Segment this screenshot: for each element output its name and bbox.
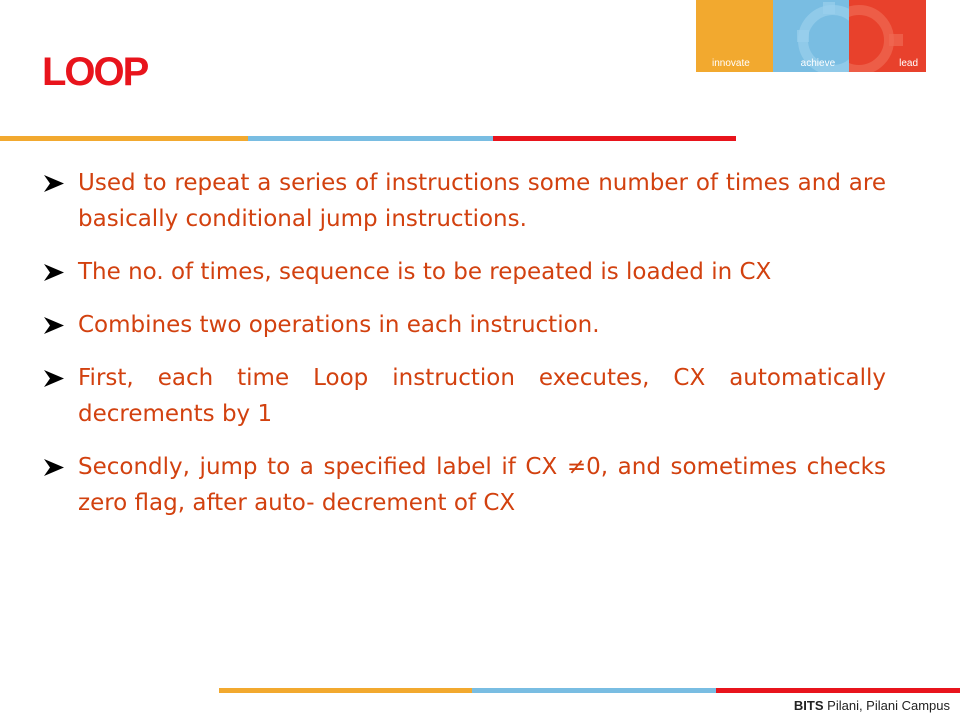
- bullet-text: Used to repeat a series of instructions some number of times and are basically conditional jump instructions.: [78, 170, 886, 232]
- bullet-list: [44, 165, 886, 538]
- slide-title: LOOP: [42, 50, 148, 94]
- footer-divider-orange: [219, 688, 472, 693]
- arrow-bullet-icon: [44, 264, 64, 281]
- footer-campus-label: [794, 698, 950, 713]
- footer-campus: Pilani, Pilani Campus: [823, 698, 950, 713]
- bullet-item: [44, 165, 886, 237]
- arrow-bullet-icon: [44, 175, 64, 192]
- bullet-item: [44, 254, 886, 290]
- footer-divider-blue: [472, 688, 716, 693]
- logo-segment-achieve: [773, 0, 850, 72]
- divider-blue: [248, 136, 493, 141]
- logo-word-achieve: achieve: [800, 58, 836, 69]
- bullet-text: Secondly, jump to a specified label if CX ≠0, and sometimes checks zero flag, after auto- decrement of CX: [78, 454, 886, 516]
- footer-brand: BITS: [793, 698, 824, 713]
- institute-logo: [696, 0, 926, 72]
- bullet-text: The no. of times, sequence is to be repeated is loaded in CX: [78, 259, 772, 285]
- arrow-bullet-icon: [44, 317, 64, 334]
- bullet-text: First, each time Loop instruction executes, CX automatically decrements by 1: [78, 365, 886, 427]
- logo-word-innovate: innovate: [712, 58, 750, 69]
- logo-segment-lead: [849, 0, 926, 72]
- bullet-item: [44, 360, 886, 432]
- logo-segment-innovate: [696, 0, 773, 72]
- arrow-bullet-icon: [44, 370, 64, 387]
- divider-red: [493, 136, 736, 141]
- logo-word-lead: lead: [899, 58, 919, 69]
- footer-divider-red: [716, 688, 960, 693]
- divider-orange: [0, 136, 248, 141]
- bullet-item: [44, 449, 886, 521]
- bullet-text: Combines two operations in each instruction.: [78, 312, 600, 338]
- arrow-bullet-icon: [44, 459, 64, 476]
- bullet-item: [44, 307, 886, 343]
